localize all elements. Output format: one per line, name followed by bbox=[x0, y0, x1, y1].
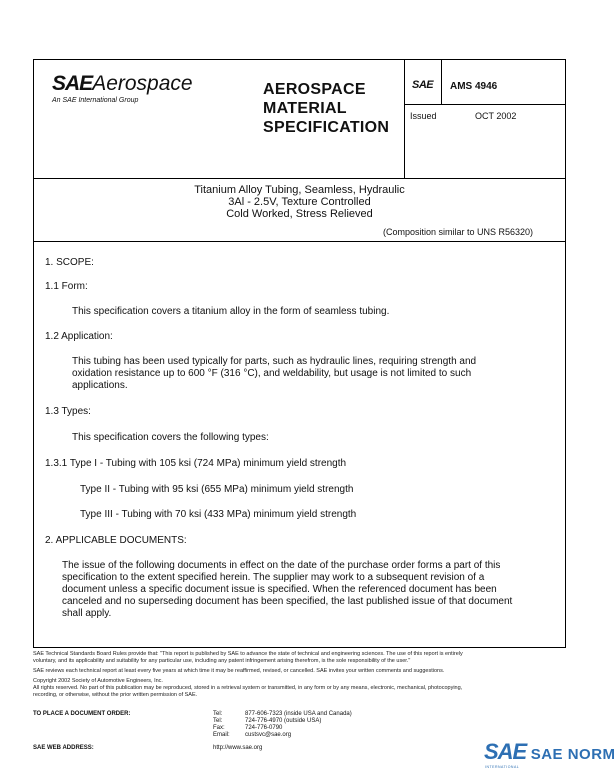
contact-key: Email: bbox=[213, 732, 230, 738]
document-number: AMS 4946 bbox=[450, 81, 498, 92]
logo-sae-text: SAE bbox=[52, 72, 93, 95]
legal-line: SAE Technical Standards Board Rules provide that: "This report is published by SAE to advance the state of technical and engineering sciences. The use of this report is entirely bbox=[33, 651, 463, 657]
phone-outside-usa: 724-776-4970 (outside USA) bbox=[245, 718, 322, 724]
phone-inside-usa: 877-606-7323 (inside USA and Canada) bbox=[245, 711, 352, 717]
section-heading: 1. SCOPE: bbox=[45, 257, 94, 268]
paragraph-line: applications. bbox=[72, 380, 128, 391]
contact-key: Tel: bbox=[213, 718, 223, 724]
legal-line: recording, or otherwise, without the prior written permission of SAE. bbox=[33, 692, 198, 698]
paragraph-line: canceled and no superseding document has been specified, the last published issue of that document bbox=[62, 596, 513, 607]
fax-number: 724-776-0790 bbox=[245, 725, 283, 731]
type-item: Type II - Tubing with 95 ksi (655 MPa) minimum yield strength bbox=[80, 484, 354, 495]
subsection-heading: 1.3 Types: bbox=[45, 406, 91, 417]
type-item: Type III - Tubing with 70 ksi (433 MPa) minimum yield strength bbox=[80, 509, 357, 520]
paragraph: This specification covers the following types: bbox=[72, 432, 269, 443]
title-line: SPECIFICATION bbox=[263, 119, 390, 136]
contact-key: Tel: bbox=[213, 711, 223, 717]
paragraph: This specification covers a titanium alloy in the form of seamless tubing. bbox=[72, 306, 390, 317]
title-line: MATERIAL bbox=[263, 100, 347, 117]
composition-note: (Composition similar to UNS R56320) bbox=[383, 227, 534, 237]
contact-keys bbox=[213, 711, 230, 739]
contact-key: Fax: bbox=[213, 725, 225, 731]
norm-tagline: INTERNATIONAL bbox=[485, 765, 520, 769]
small-sae-logo: SAE bbox=[412, 79, 434, 91]
order-label bbox=[33, 711, 130, 718]
page-title bbox=[263, 80, 389, 137]
paragraph-line: document unless a specific document issue is specified. When the referenced document has been bbox=[62, 584, 497, 595]
web-label-text: SAE WEB ADDRESS: bbox=[33, 745, 94, 751]
paragraph-line: shall apply. bbox=[62, 608, 112, 619]
subtitle-line: Titanium Alloy Tubing, Seamless, Hydraulic bbox=[194, 184, 405, 196]
divider bbox=[404, 104, 566, 105]
paragraph bbox=[62, 560, 512, 620]
logo-aerospace-text: Aerospace bbox=[92, 72, 193, 95]
paragraph-line: specification to the extent specified herein. The supplier may work to a subsequent revision of a bbox=[62, 572, 485, 583]
legal-line: All rights reserved. No part of this publication may be reproduced, stored in a retrieval system or transmitted, in any form or by any means, electronic, mechanical, photocopying, bbox=[33, 685, 463, 691]
legal-line: SAE reviews each technical report at least every five years at which time it may be reaffirmed, revised, or cancelled. SAE invites your written comments and suggestions. bbox=[33, 668, 445, 674]
subtitle-line: Cold Worked, Stress Relieved bbox=[226, 208, 373, 220]
paragraph-line: The issue of the following documents in effect on the date of the purchase order forms a part of this bbox=[62, 560, 501, 571]
paragraph bbox=[72, 356, 476, 392]
sae-aerospace-logo bbox=[52, 72, 193, 96]
issued-label: Issued bbox=[410, 111, 437, 121]
subtitle-line: 3Al - 2.5V, Texture Controlled bbox=[228, 196, 371, 208]
legal-line: Copyright 2002 Society of Automotive Engineers, Inc. bbox=[33, 678, 163, 684]
contact-values bbox=[245, 711, 352, 739]
email-link[interactable]: custsvc@sae.org bbox=[245, 732, 292, 738]
document-subtitle bbox=[33, 184, 566, 220]
paragraph-line: oxidation resistance up to 600 °F (316 °C), and weldability, but usage is not limited to such bbox=[72, 368, 472, 379]
legal-notice bbox=[33, 651, 573, 699]
subsection-heading: 1.2 Application: bbox=[45, 331, 113, 342]
web-label bbox=[33, 745, 94, 752]
type-item: 1.3.1 Type I - Tubing with 105 ksi (724 MPa) minimum yield strength bbox=[45, 458, 347, 469]
title-line: AEROSPACE bbox=[263, 81, 366, 98]
divider bbox=[441, 60, 442, 104]
section-heading: 2. APPLICABLE DOCUMENTS: bbox=[45, 535, 187, 546]
norm-text: SAE NORM bbox=[530, 746, 616, 763]
logo-subtitle: An SAE International Group bbox=[52, 97, 139, 104]
paragraph-line: This tubing has been used typically for parts, such as hydraulic lines, requiring strength and bbox=[72, 356, 477, 367]
divider bbox=[404, 60, 405, 179]
norm-sae-logo: SAE bbox=[484, 739, 527, 764]
issued-date: OCT 2002 bbox=[475, 111, 517, 121]
legal-line: voluntary, and its applicability and suitability for any particular use, including any patent infringement arising therefrom, is the sole responsibility of the user." bbox=[33, 658, 411, 664]
order-label-text: TO PLACE A DOCUMENT ORDER: bbox=[33, 711, 131, 717]
subsection-heading: 1.1 Form: bbox=[45, 281, 88, 292]
sae-norm-watermark bbox=[484, 739, 616, 765]
web-address-link[interactable]: http://www.sae.org bbox=[213, 745, 263, 751]
